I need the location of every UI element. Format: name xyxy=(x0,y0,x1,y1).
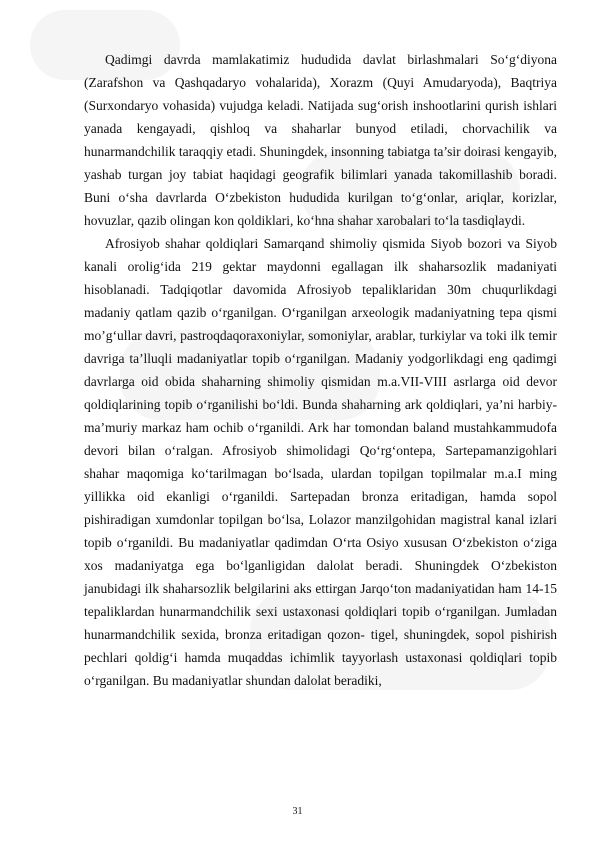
page-number: 31 xyxy=(292,806,303,817)
paragraph-ancient-states: Qadimgi davrda mamlakatimiz hududida davlat birlashmalari So‘g‘diyona (Zarafshon va Qashqadaryo vohalarida), Xorazm (Quyi Amudaryoda), Baqtriya (Surxondaryo vohasida) vujudga keladi. Natijada sug‘orish inshootlarini qurish ishlari yanada kengayadi, qishloq va shaharlar bunyod etiladi, chorvachilik va hunarmandchilik taraqqiy etadi. Shuningdek, insonning tabiatga ta’sir doirasi kengayib, yashab turgan joy tabiat haqidagi geografik bilimlari yanada takomillashib boradi. Buni o‘sha davrlarda O‘zbekiston hududida kurilgan to‘g‘onlar, ariqlar, korizlar, hovuzlar, qazib olingan kon qoldiklari, ko‘hna shahar xarobalari to‘la tasdiqlaydi. xyxy=(84,52,557,228)
paragraph-afrosiyob: Afrosiyob shahar qoldiqlari Samarqand shimoliy qismida Siyob bozori va Siyob kanali orolig‘ida 219 gektar maydonni egallagan ilk shaharsozlik madaniyati hisoblanadi. Tadqiqotlar davomida Afrosiyob tepaliklaridan 30m chuqurlikdagi madaniy qatlam qazib o‘rganilgan. O‘rganilgan arxeologik madaniyatning tepa qismi mo’g‘ullar davri, pastroqdaqoraxoniylar, somoniylar, arablar, turkiylar va toki ilk temir davriga ta’lluqli madaniyatlar topib o‘rganilgan. Madaniy yodgorlikdagi eng qadimgi davrlarga oid obida shaharning shimoliy qismidan m.a.VII-VIII asrlarga oid devor qoldiqlarining topib o‘rganilishi bo‘ldi. Bunda shaharning ark qoldiqlari, ya’ni harbiy-ma’muriy markaz ham ochib o‘rganildi. Ark har tomondan baland mustahkammudofa devori bilan o‘ralgan. Afrosiyob shimolidagi Qo‘rg‘ontepa, Sartepamanzigohlari shahar maqomiga ko‘tarilmagan bo‘lsada, ulardan topilgan topilmalar m.a.I ming yillikka oid ekanligi o‘rganildi. Sartepadan bronza eritadigan, hamda sopol pishiradigan xumdonlar topilgan bo‘lsa, Lolazor manzilgohidan magistral kanal izlari topib o‘rganildi. Bu madaniyatlar qadimdan O‘rta Osiyo xususan O‘zbekiston o‘ziga xos madaniyatga ega bo‘lganligidan dalolat beradi. Shuningdek O‘zbekiston janubidagi ilk shaharsozlik belgilarini aks ettirgan Jarqo‘ton madaniyatidan ham 14-15 tepaliklardan hunarmandchilik sexi ustaxonasi qoldiqlari topib o‘rganilgan. Jumladan hunarmandchilik sexida, bronza eritadigan qozon- tigel, shuningdek, sopol pishirish pechlari qoldig‘i hamda muqaddas ichimlik tayyorlash ustaxonasi qoldiqlari topib o‘rganilgan. Bu madaniyatlar shundan dalolat beradiki, xyxy=(84,236,557,688)
document-body xyxy=(84,48,557,692)
